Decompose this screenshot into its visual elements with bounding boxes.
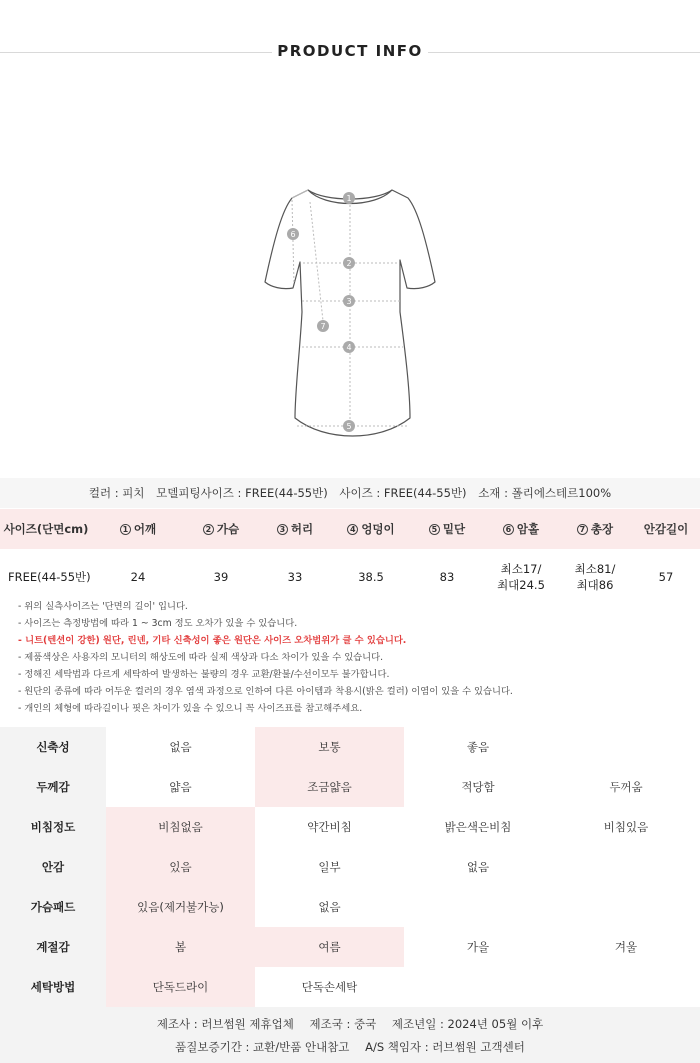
num-1-icon: 1 bbox=[120, 524, 131, 535]
feature-option-selected: 보통 bbox=[255, 727, 404, 767]
num-4-icon: 4 bbox=[347, 524, 358, 535]
header-hip: 4 엉덩이 bbox=[332, 509, 410, 549]
num-2-icon: 2 bbox=[203, 524, 214, 535]
cell-size: FREE(44-55반) bbox=[8, 570, 91, 584]
feature-row-chest-pad bbox=[0, 887, 700, 927]
feature-option: 가을 bbox=[466, 940, 490, 954]
marker-2-icon bbox=[343, 257, 355, 269]
svg-text:1: 1 bbox=[346, 194, 352, 203]
footer-line-warranty bbox=[0, 1039, 700, 1055]
feature-option-selected: 여름 bbox=[255, 927, 404, 967]
cell-armhole: 최소17/ 최대24.5 bbox=[497, 562, 545, 592]
feature-option: 없음 bbox=[466, 860, 490, 874]
feature-option bbox=[552, 727, 700, 767]
feature-label: 세탁방법 bbox=[0, 967, 106, 1007]
note-item: - 사이즈는 측정방법에 따라 1 ~ 3cm 정도 오차가 있을 수 있습니다. bbox=[18, 618, 298, 629]
cell-length: 최소81/ 최대86 bbox=[574, 562, 616, 592]
feature-option: 일부 bbox=[318, 860, 341, 874]
feature-label: 안감 bbox=[0, 847, 106, 887]
feature-row-season bbox=[0, 927, 700, 967]
feature-option-selected: 단독드라이 bbox=[106, 967, 255, 1007]
marker-1-icon bbox=[343, 192, 355, 204]
feature-option: 없음 bbox=[318, 900, 341, 914]
feature-option: 약간비침 bbox=[307, 820, 352, 834]
feature-option: 적당함 bbox=[461, 780, 495, 794]
feature-row-lining bbox=[0, 847, 700, 887]
feature-option: 밝은색은비침 bbox=[444, 820, 512, 834]
footer-line-manufacturing bbox=[0, 1016, 700, 1032]
size-table-header bbox=[0, 509, 700, 549]
spec-material: 소재 : 폴리에스테르100% bbox=[478, 486, 612, 500]
feature-option-selected: 있음 bbox=[106, 847, 255, 887]
footer-warranty: 품질보증기간 : 교환/반품 안내참고 bbox=[175, 1040, 350, 1054]
svg-text:5: 5 bbox=[346, 422, 352, 431]
feature-option: 겨울 bbox=[614, 940, 638, 954]
feature-label: 신축성 bbox=[0, 727, 106, 767]
num-3-icon: 3 bbox=[277, 524, 288, 535]
cell-lining: 57 bbox=[658, 570, 674, 584]
feature-option-selected: 비침없음 bbox=[106, 807, 255, 847]
feature-label: 가슴패드 bbox=[0, 887, 106, 927]
spec-size: 사이즈 : FREE(44-55반) bbox=[339, 486, 467, 500]
table-row bbox=[0, 549, 700, 605]
note-item: - 위의 실측사이즈는 '단면의 길이' 입니다. bbox=[18, 601, 188, 612]
header-lining: 안감길이 bbox=[632, 509, 700, 549]
marker-7-icon bbox=[317, 320, 329, 332]
feature-option bbox=[404, 967, 552, 1007]
header-length: 7 총장 bbox=[558, 509, 632, 549]
note-item: - 개인의 체형에 따라길이나 핏은 차이가 있을 수 있으니 꼭 사이즈표를 참고해주세요. bbox=[18, 703, 363, 714]
marker-5-icon bbox=[343, 420, 355, 432]
svg-text:7: 7 bbox=[320, 322, 326, 331]
footer-maker: 제조사 : 러브썸원 제휴업체 bbox=[156, 1017, 294, 1031]
feature-option: 단독손세탁 bbox=[301, 980, 358, 994]
feature-option: 없음 bbox=[169, 740, 192, 754]
spec-color: 컬러 : 피치 bbox=[88, 486, 145, 500]
num-6-icon: 6 bbox=[503, 524, 514, 535]
svg-text:2: 2 bbox=[346, 259, 352, 268]
feature-table bbox=[0, 727, 700, 1007]
header-waist: 3 허리 bbox=[258, 509, 332, 549]
page-title: PRODUCT INFO bbox=[277, 42, 423, 60]
cell-waist: 33 bbox=[287, 570, 303, 584]
feature-label: 두께감 bbox=[0, 767, 106, 807]
header-chest: 2 가슴 bbox=[184, 509, 258, 549]
header-divider-right bbox=[428, 52, 700, 53]
spec-model-size: 모델피팅사이즈 : FREE(44-55반) bbox=[156, 486, 328, 500]
size-table bbox=[0, 509, 700, 605]
feature-option-selected: 봄 bbox=[106, 927, 255, 967]
feature-option bbox=[552, 967, 700, 1007]
dress-measurement-sketch bbox=[250, 180, 450, 442]
cell-hip: 38.5 bbox=[358, 570, 384, 584]
feature-option bbox=[552, 847, 700, 887]
feature-option-selected: 조금얇음 bbox=[255, 767, 404, 807]
feature-option: 좋음 bbox=[466, 740, 490, 754]
feature-option: 두꺼움 bbox=[609, 780, 643, 794]
cell-hem: 83 bbox=[439, 570, 455, 584]
feature-option bbox=[404, 887, 552, 927]
footer-date: 제조년일 : 2024년 05월 이후 bbox=[391, 1017, 544, 1031]
feature-row-thickness bbox=[0, 767, 700, 807]
header-size: 사이즈(단면cm) bbox=[0, 509, 92, 549]
svg-text:6: 6 bbox=[290, 230, 296, 239]
section-header bbox=[0, 0, 700, 106]
note-item: - 원단의 종류에 따라 어두운 컬러의 경우 염색 과정으로 인하여 다른 아이템과 착용시(밝은 컬러) 이염이 있을 수 있습니다. bbox=[18, 686, 513, 697]
svg-text:4: 4 bbox=[346, 343, 352, 352]
marker-6-icon bbox=[287, 228, 299, 240]
feature-option bbox=[552, 887, 700, 927]
footer-country: 제조국 : 중국 bbox=[309, 1017, 377, 1031]
spec-summary bbox=[0, 478, 700, 508]
feature-option-selected: 있음(제거불가능) bbox=[106, 887, 255, 927]
note-item: - 정해진 세탁법과 다르게 세탁하여 발생하는 불량의 경우 교환/환불/수선이모두 불가합니다. bbox=[18, 669, 390, 680]
cell-shoulder: 24 bbox=[130, 570, 146, 584]
feature-row-washing bbox=[0, 967, 700, 1007]
marker-3-icon bbox=[343, 295, 355, 307]
feature-label: 비침정도 bbox=[0, 807, 106, 847]
svg-text:3: 3 bbox=[346, 297, 352, 306]
feature-label: 계절감 bbox=[0, 927, 106, 967]
header-hem: 5 밑단 bbox=[410, 509, 484, 549]
footer-as: A/S 책임자 : 러브썸원 고객센터 bbox=[365, 1040, 525, 1054]
num-7-icon: 7 bbox=[577, 524, 588, 535]
feature-row-sheerness bbox=[0, 807, 700, 847]
marker-4-icon bbox=[343, 341, 355, 353]
note-item: - 제품색상은 사용자의 모니터의 해상도에 따라 실제 색상과 다소 차이가 있을 수 있습니다. bbox=[18, 652, 384, 663]
feature-row-stretch bbox=[0, 727, 700, 767]
feature-option: 얇음 bbox=[169, 780, 192, 794]
cell-chest: 39 bbox=[213, 570, 229, 584]
header-armhole: 6 암홀 bbox=[484, 509, 558, 549]
header-shoulder: 1 어깨 bbox=[92, 509, 184, 549]
product-footer bbox=[0, 1007, 700, 1063]
feature-option: 비침있음 bbox=[603, 820, 649, 834]
size-notes bbox=[18, 598, 688, 717]
num-5-icon: 5 bbox=[429, 524, 440, 535]
note-item-warning: - 니트(텐션이 강한) 원단, 린넨, 기타 신축성이 좋은 원단은 사이즈 오차범위가 클 수 있습니다. bbox=[18, 635, 407, 646]
